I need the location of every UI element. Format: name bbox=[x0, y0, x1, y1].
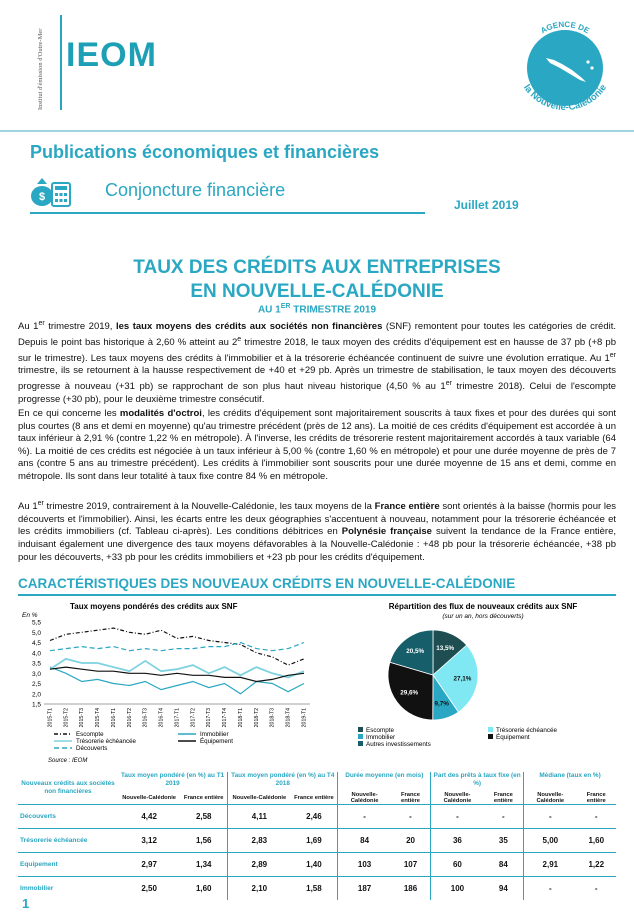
pie-legend-label: Immobilier bbox=[366, 734, 396, 741]
table-cell: 187 bbox=[338, 877, 391, 901]
subtitle-post: TRIMESTRE 2019 bbox=[290, 304, 377, 316]
text-run: modalités d'octroi bbox=[119, 408, 202, 419]
y-tick-label: 3,5 bbox=[31, 660, 41, 668]
subtitle-sup: ER bbox=[280, 303, 291, 310]
table-cell: - bbox=[391, 805, 431, 829]
table-group-header: Taux moyen pondéré (en %) au T4 2018 bbox=[228, 772, 338, 792]
table-cell: 100 bbox=[431, 877, 484, 901]
table-cell: 1,58 bbox=[290, 877, 337, 901]
y-tick-label: 4,0 bbox=[31, 650, 41, 658]
text-run: er bbox=[445, 379, 452, 387]
text-run: En ce qui concerne les bbox=[18, 408, 120, 419]
x-tick-label: 2019-T1 bbox=[301, 708, 308, 728]
text-run: er bbox=[38, 320, 45, 327]
table-cell: - bbox=[338, 805, 391, 829]
table-cell: 60 bbox=[431, 853, 484, 877]
y-tick-label: 1,5 bbox=[31, 701, 41, 709]
table-row-label: Trésorerie échéancée bbox=[18, 829, 118, 853]
x-tick-label: 2018-T3 bbox=[269, 708, 276, 728]
table-cell: 84 bbox=[338, 829, 391, 853]
table-cell: 1,60 bbox=[577, 829, 616, 853]
text-run: er bbox=[37, 500, 44, 507]
line-chart bbox=[18, 600, 318, 770]
table-subheader: France entière bbox=[493, 792, 513, 804]
pie-label: 20,5% bbox=[406, 648, 425, 656]
x-tick-label: 2017-T2 bbox=[190, 708, 197, 728]
table-cell: 20 bbox=[391, 829, 431, 853]
table-row bbox=[18, 853, 616, 877]
table-subheader: France entière bbox=[183, 795, 224, 801]
pie-legend-label: Équipement bbox=[496, 734, 530, 741]
section-label: Conjoncture financière bbox=[105, 180, 286, 200]
y-tick-label: 2,0 bbox=[31, 691, 41, 699]
table-cell: 2,46 bbox=[290, 805, 337, 829]
main-title bbox=[0, 256, 634, 304]
x-tick-label: 2015-T2 bbox=[63, 708, 70, 728]
table-cell: 1,60 bbox=[180, 877, 227, 901]
text-run: trimestre 2019, contrairement à la Nouvelle-Calédonie, les taux moyens de la bbox=[43, 501, 375, 513]
table-group-header: Durée moyenne (en mois) bbox=[338, 772, 431, 792]
title-line-2: EN NOUVELLE-CALÉDONIE bbox=[190, 281, 444, 302]
table-cell: 1,56 bbox=[180, 829, 227, 853]
table-cell: 84 bbox=[484, 853, 524, 877]
y-tick-label: 5,0 bbox=[31, 629, 41, 637]
table-cell: 4,42 bbox=[118, 805, 180, 829]
table-group-header: Part des prêts à taux fixe (en %) bbox=[431, 772, 524, 792]
money-calculator-icon bbox=[28, 170, 74, 208]
x-tick-label: 2017-T4 bbox=[222, 708, 228, 728]
table-subheader: Nouvelle-Calédonie bbox=[338, 792, 391, 805]
text-run: France entière bbox=[374, 501, 440, 513]
text-run: les taux moyens des crédits aux sociétés non financières bbox=[115, 321, 383, 333]
table-cell: 1,34 bbox=[180, 853, 227, 877]
paragraph-terms bbox=[18, 408, 616, 484]
table-subheader: Nouvelle-Calédonie bbox=[228, 792, 291, 805]
pie-legend-label: Trésorerie échéancée bbox=[496, 727, 558, 734]
pie-label: 29,6% bbox=[400, 689, 419, 697]
table-cell: 3,12 bbox=[118, 829, 180, 853]
table-cell: 4,11 bbox=[228, 805, 291, 829]
table-cell: - bbox=[431, 805, 484, 829]
table-cell: 94 bbox=[484, 877, 524, 901]
table-group-header: Médiane (taux en %) bbox=[524, 772, 616, 792]
pie-legend-swatch bbox=[488, 734, 493, 739]
table-cell: - bbox=[577, 877, 616, 901]
table-cell: 5,00 bbox=[524, 829, 577, 853]
text-run: trimestre, ils se retournent à la hausse respectivement de +40 et +29 pb. Après un trimestre de stabilisation, le taux moyen des découverts progresse à nouveau (+31 pb) se rapprochant de son plus haut niveau historique (4,50 % au 1 bbox=[18, 365, 616, 392]
y-tick-label: 2,5 bbox=[31, 681, 41, 688]
table-cell: 1,69 bbox=[290, 829, 337, 853]
agency-top-text: AGENCE DE bbox=[539, 19, 591, 36]
chart-title: Taux moyens pondérés des crédits aux SNF bbox=[70, 602, 238, 611]
ieom-logo: IEOM bbox=[66, 36, 157, 74]
table-cell: 2,10 bbox=[228, 877, 291, 901]
pie-legend-swatch bbox=[358, 727, 363, 732]
pie-legend-swatch bbox=[358, 741, 363, 746]
table-cell: 36 bbox=[431, 829, 484, 853]
legend-label: Trésorerie échéancée bbox=[76, 738, 136, 745]
logo-side-text: Institut d'émission d'Outre-Mer bbox=[37, 28, 44, 110]
svg-text:$: $ bbox=[38, 191, 46, 203]
table-subheader: France entière bbox=[586, 792, 606, 804]
pie-chart bbox=[338, 600, 628, 770]
x-tick-label: 2016-T2 bbox=[126, 708, 133, 728]
text-run: er bbox=[609, 351, 616, 359]
y-tick-label: 4,5 bbox=[31, 640, 41, 647]
table-group-header: Taux moyen pondéré (en %) au T1 2019 bbox=[120, 772, 225, 787]
credits-table bbox=[18, 772, 616, 900]
x-tick-label: 2016-T3 bbox=[142, 708, 149, 728]
subtitle-pre: AU 1 bbox=[257, 304, 281, 316]
table-cell: 1,22 bbox=[577, 853, 616, 877]
table-row-label: Equipement bbox=[18, 853, 118, 877]
text-run: Au 1 bbox=[18, 321, 39, 333]
table-cell: - bbox=[524, 805, 577, 829]
text-run: (SNF) remontent pour toutes les catégories de crédit. Depuis le point bas historique à 2,60 % atteint au 2 bbox=[18, 321, 616, 348]
pie-label: 13,5% bbox=[436, 644, 455, 652]
y-axis-label: En % bbox=[22, 612, 38, 619]
logo-divider bbox=[60, 15, 62, 110]
x-tick-label: 2017-T1 bbox=[174, 708, 181, 728]
chart-source: Source : IEOM bbox=[48, 758, 88, 764]
agency-bottom-text: la Nouvelle-Calédonie bbox=[520, 82, 610, 114]
legend-label: Découverts bbox=[76, 745, 108, 752]
table-cell: 2,83 bbox=[228, 829, 291, 853]
table-subheader: Nouvelle-Calédonie bbox=[431, 792, 484, 805]
island-icon bbox=[586, 60, 589, 63]
legend-label: Équipement bbox=[200, 738, 234, 745]
x-tick-label: 2018-T1 bbox=[237, 708, 244, 728]
table-subheader: France entière bbox=[294, 795, 334, 801]
x-tick-label: 2018-T4 bbox=[285, 708, 292, 728]
agency-badge bbox=[502, 6, 628, 122]
y-tick-label: 5,5 bbox=[31, 619, 41, 627]
text-run: Au 1 bbox=[18, 501, 38, 513]
table-cell: 2,97 bbox=[118, 853, 180, 877]
table-cell: 2,50 bbox=[118, 877, 180, 901]
x-tick-label: 2015-T1 bbox=[47, 708, 54, 728]
pie-legend-label: Escompte bbox=[366, 727, 394, 734]
x-tick-label: 2015-T3 bbox=[79, 708, 86, 728]
publication-date: Juillet 2019 bbox=[454, 198, 519, 212]
table-cell: 2,58 bbox=[180, 805, 227, 829]
text-run: sont orientés à la baisse (hormis pour les découverts et l'immobilier). Ainsi, les écarts entre les deux géographies s'accentuent à nouveau, notamment pour la trésorerie échéancée et les crédits immobiliers (cf. Tableau ci-après). Les conditions débitrices en bbox=[18, 501, 616, 538]
paragraph-comparison bbox=[18, 498, 616, 564]
publication-title: Publications économiques et financières bbox=[30, 142, 380, 162]
pie-title: Répartition des flux de nouveaux crédits aux SNF bbox=[388, 602, 578, 611]
table-header-row bbox=[18, 772, 616, 792]
x-tick-label: 2017-T3 bbox=[206, 708, 213, 728]
header-rule bbox=[0, 130, 634, 132]
header-underline bbox=[30, 212, 425, 214]
table-cell: 2,89 bbox=[228, 853, 291, 877]
table-row bbox=[18, 805, 616, 829]
pie-legend-swatch bbox=[488, 727, 493, 732]
x-tick-label: 2016-T4 bbox=[158, 708, 165, 728]
pie-label: 9,7% bbox=[434, 700, 449, 708]
y-tick-label: 3,0 bbox=[31, 670, 41, 678]
table-subheader: Nouvelle-Calédonie bbox=[524, 792, 577, 805]
table-row bbox=[18, 829, 616, 853]
table-row-label: Immobilier bbox=[18, 877, 118, 901]
x-tick-label: 2018-T2 bbox=[253, 708, 260, 728]
text-run: trimestre 2018, le taux moyen des crédits d'équipement est en hausse de 37 pb (+8 pb sur le trimestre). Les taux moyens des crédits à l'immobilier et à la trésorerie échéancée continuent de suivre une évolution erratique. Au 1 bbox=[18, 336, 616, 364]
section-title: CARACTÉRISTIQUES DES NOUVEAUX CRÉDITS EN NOUVELLE-CALÉDONIE bbox=[18, 576, 516, 591]
legend-label: Immobilier bbox=[200, 731, 229, 738]
pie-subtitle: (sur un an, hors découverts) bbox=[442, 613, 524, 620]
x-tick-label: 2015-T4 bbox=[95, 708, 101, 728]
table-cell: - bbox=[484, 805, 524, 829]
table-cell: 1,40 bbox=[290, 853, 337, 877]
subtitle bbox=[0, 303, 634, 315]
text-run: e bbox=[237, 335, 242, 343]
pie-label: 27,1% bbox=[453, 675, 472, 683]
series-line-3 bbox=[50, 659, 304, 678]
table-subheader: France entière bbox=[401, 792, 421, 804]
pie-legend-label: Autres investissements bbox=[366, 741, 431, 748]
text-run: suivent la tendance de la France entière, induisant également une divergence des taux moyens défavorables à la Nouvelle-Calédonie : +48 pb pour la trésorerie échéancée, +38 pb pour les découverts, +33 pb pour les crédits immobiliers et +23 pb pour les crédits d'équipement. bbox=[18, 526, 616, 563]
table-cell: 103 bbox=[338, 853, 391, 877]
text-run: trimestre 2018). Celui de l'escompte progresse (+30 pb), pour le deuxième trimestre consécutif. bbox=[18, 381, 616, 405]
legend-label: Escompte bbox=[76, 731, 104, 738]
table-cell: 35 bbox=[484, 829, 524, 853]
x-tick-label: 2016-T1 bbox=[110, 708, 117, 728]
table-row-label: Découverts bbox=[18, 805, 118, 829]
table-cell: 107 bbox=[391, 853, 431, 877]
table-cell: 186 bbox=[391, 877, 431, 901]
paragraph-rates bbox=[18, 318, 616, 406]
pie-legend-swatch bbox=[358, 734, 363, 739]
series-line-5 bbox=[50, 643, 304, 651]
text-run: Polynésie française bbox=[341, 526, 432, 538]
title-line-1: TAUX DES CRÉDITS AUX ENTREPRISES bbox=[133, 257, 501, 278]
table-subheader: Nouvelle-Calédonie bbox=[122, 795, 177, 801]
island-icon bbox=[590, 66, 593, 69]
page-number: 1 bbox=[22, 896, 30, 911]
table-cell: - bbox=[524, 877, 577, 901]
table-cell: - bbox=[577, 805, 616, 829]
section-rule bbox=[18, 594, 616, 596]
table-cell: 2,91 bbox=[524, 853, 577, 877]
text-run: trimestre 2019, bbox=[44, 321, 116, 333]
series-line-1 bbox=[50, 628, 304, 665]
table-row bbox=[18, 877, 616, 901]
table-row-header: Nouveaux crédits aux sociétés non financières bbox=[21, 780, 115, 795]
text-run: , les crédits d'équipement sont majoritairement souscrits à taux fixes et pour des durées qui sont plus courtes (8 ans et demi en moyenne) qu'au trimestre précédent (près de 12 ans). La moitié de ces crédits d'équipement est accordée à un taux inférieur à 2,91 % (contre 1,22 % en métropole). À l'inverse, les crédits de trésorerie restent majoritairement accordés à taux variable (64 %). La moitié de ces crédits est négociée à un taux inférieur à 5,00 % (contre 1,60 % en métropole) et pour une durée moyenne de près de 7 ans (contre 5 ans au trimestre précédent). Les crédits à l'immobilier sont souscrits pour une durée moyenne de 15 ans et demi, comme en métropole. Ils sont dans leur totalité à taux fixe contre 84 % en métropole. bbox=[18, 408, 616, 482]
